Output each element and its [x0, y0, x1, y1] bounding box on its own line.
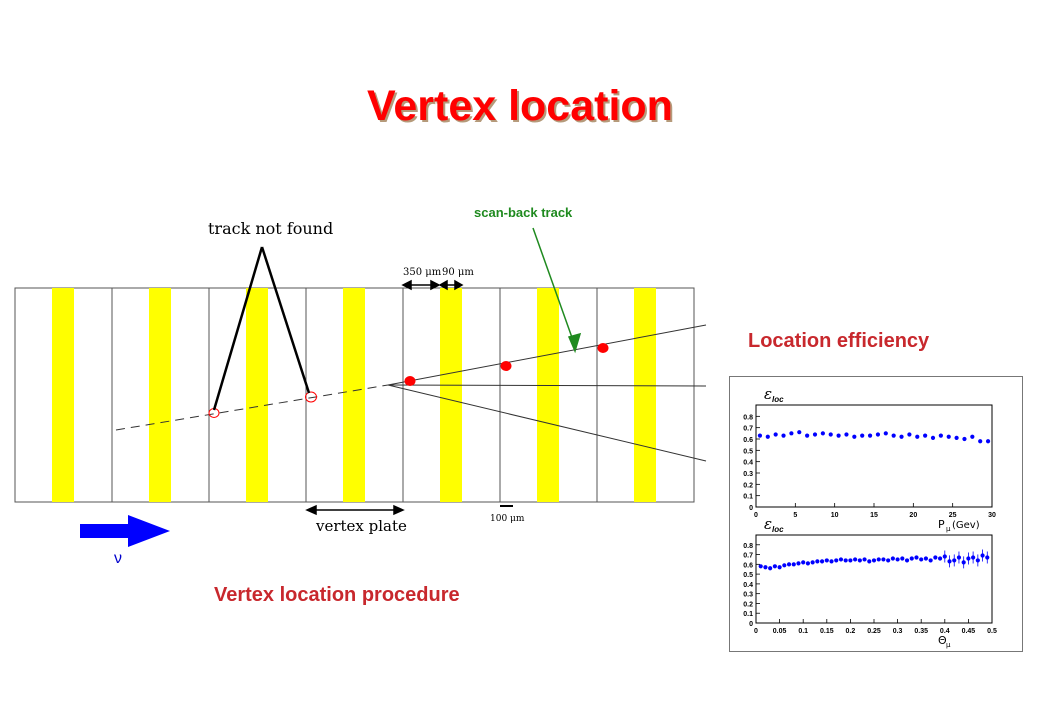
x-axis-label-sub: μ [946, 641, 951, 649]
data-point [758, 434, 762, 438]
data-point [924, 556, 928, 560]
dimension-350-label: 350 μm [403, 267, 442, 278]
x-tick-label: 0.45 [961, 628, 976, 635]
data-point [858, 558, 862, 562]
y-tick-label: 0.8 [743, 542, 753, 550]
x-tick-label: 0.3 [892, 628, 903, 635]
y-tick-label: 0.5 [743, 448, 753, 456]
data-point [957, 555, 961, 559]
y-tick-label: 0.7 [743, 552, 753, 560]
y-axis-label: ε [764, 515, 773, 533]
data-point [947, 435, 951, 439]
data-point [962, 437, 966, 441]
plot-frame [756, 405, 992, 507]
track-not-found-label: track not found [208, 219, 334, 238]
y-tick-label: 0.7 [743, 425, 753, 433]
data-point [910, 556, 914, 560]
scale-bar-label: 100 μm [490, 514, 525, 524]
x-axis-label: P [938, 518, 945, 531]
data-point [759, 564, 763, 568]
efficiency-plots-panel [729, 376, 1023, 652]
data-point [766, 435, 770, 439]
data-point [931, 436, 935, 440]
hit-marker [405, 377, 415, 386]
data-point [787, 562, 791, 566]
procedure-caption: Vertex location procedure [214, 584, 460, 606]
x-axis-unit: (Gev) [952, 520, 980, 531]
data-point [886, 558, 890, 562]
data-point [986, 439, 990, 443]
x-axis-label-sub: μ [946, 525, 951, 533]
data-point [789, 431, 793, 435]
x-tick-label: 0.35 [914, 628, 929, 635]
y-tick-label: 0.1 [743, 611, 753, 619]
data-point [839, 557, 843, 561]
y-tick-label: 0.2 [743, 482, 753, 490]
efficiency-plots [730, 377, 1022, 651]
data-point [876, 432, 880, 436]
x-axis-label: Θ [938, 634, 947, 647]
data-point [805, 434, 809, 438]
data-point [821, 431, 825, 435]
emulsion-stack [15, 288, 694, 502]
data-point [877, 557, 881, 561]
data-point [848, 558, 852, 562]
data-point [844, 432, 848, 436]
data-point [872, 558, 876, 562]
data-point [815, 559, 819, 563]
y-tick-label: 0.4 [743, 581, 753, 589]
x-tick-label: 0.2 [845, 628, 856, 635]
x-tick-label: 0.25 [867, 628, 881, 635]
data-point [884, 431, 888, 435]
data-point [914, 555, 918, 559]
track-line-horizontal [388, 385, 706, 386]
data-point [900, 556, 904, 560]
data-point [943, 554, 947, 558]
scan-back-track-label: scan-back track [474, 205, 573, 220]
data-point [891, 556, 895, 560]
y-axis-label-sub: loc [772, 525, 784, 534]
data-point [860, 434, 864, 438]
data-point [978, 439, 982, 443]
data-point [907, 432, 911, 436]
neutrino-beam-arrow [80, 515, 170, 547]
data-point [947, 559, 951, 563]
data-point [976, 558, 980, 562]
data-point [867, 559, 871, 563]
data-point [980, 553, 984, 557]
data-point [806, 561, 810, 565]
y-tick-label: 0.8 [743, 414, 753, 422]
x-tick-label: 10 [830, 512, 839, 519]
data-point [829, 432, 833, 436]
data-point [781, 434, 785, 438]
x-tick-label: 0.1 [798, 628, 809, 635]
data-point [853, 557, 857, 561]
data-point [813, 432, 817, 436]
data-point [792, 562, 796, 566]
data-point [768, 566, 772, 570]
data-point [938, 556, 942, 560]
data-point [820, 559, 824, 563]
hit-marker [501, 362, 511, 371]
x-tick-label: 0 [754, 628, 758, 635]
y-tick-label: 0.4 [743, 459, 753, 467]
data-point [955, 436, 959, 440]
x-tick-label: 25 [948, 512, 957, 519]
plot-frame [756, 535, 992, 623]
data-point [837, 434, 841, 438]
nu-label: ν [114, 550, 122, 567]
data-point [763, 565, 767, 569]
vertex-plate-arrow [307, 506, 403, 514]
data-point [774, 432, 778, 436]
data-point [896, 557, 900, 561]
hit-marker [598, 344, 608, 353]
y-axis-label-sub: loc [772, 395, 784, 404]
data-point [829, 559, 833, 563]
data-point [962, 560, 966, 564]
y-tick-label: 0.3 [743, 591, 753, 599]
data-point [952, 558, 956, 562]
data-point [899, 435, 903, 439]
data-point [778, 565, 782, 569]
data-point [923, 434, 927, 438]
y-tick-label: 0 [749, 621, 753, 628]
slide-title: Vertex location [367, 82, 673, 130]
data-point [939, 434, 943, 438]
data-point [915, 435, 919, 439]
data-point [862, 557, 866, 561]
x-tick-label: 30 [988, 512, 996, 519]
x-tick-label: 20 [909, 512, 918, 519]
y-tick-label: 0.3 [743, 471, 753, 478]
data-point [970, 435, 974, 439]
data-point [844, 558, 848, 562]
data-point [868, 434, 872, 438]
location-efficiency-caption: Location efficiency [748, 330, 930, 352]
x-tick-label: 15 [870, 512, 878, 519]
data-point [905, 558, 909, 562]
data-point [892, 434, 896, 438]
data-point [881, 557, 885, 561]
x-tick-label: 5 [793, 512, 798, 519]
y-tick-label: 0.6 [743, 437, 753, 444]
data-point [834, 558, 838, 562]
x-tick-label: 0.15 [819, 628, 834, 635]
data-point [773, 564, 777, 568]
x-tick-label: 0.4 [939, 628, 950, 635]
data-point [966, 556, 970, 560]
data-point [825, 558, 829, 562]
dimension-90-label: 90 μm [442, 267, 474, 278]
data-point [929, 558, 933, 562]
data-point [782, 563, 786, 567]
data-point [852, 435, 856, 439]
data-point [919, 557, 923, 561]
y-tick-label: 0 [749, 505, 753, 512]
y-axis-label: ε [764, 385, 773, 403]
y-tick-label: 0.6 [743, 562, 753, 570]
data-point [811, 560, 815, 564]
data-point [801, 560, 805, 564]
y-tick-label: 0.1 [743, 493, 753, 501]
data-point [933, 555, 937, 559]
data-point [971, 555, 975, 559]
x-tick-label: 0.5 [987, 628, 997, 635]
y-tick-label: 0.2 [743, 601, 753, 609]
tracks [116, 325, 706, 461]
vertex-plate-label: vertex plate [316, 517, 407, 535]
x-tick-label: 0 [754, 512, 758, 519]
data-point [985, 555, 989, 559]
y-tick-label: 0.5 [743, 572, 753, 580]
x-tick-label: 0.05 [772, 628, 787, 635]
data-point [796, 561, 800, 565]
data-point [797, 430, 801, 434]
